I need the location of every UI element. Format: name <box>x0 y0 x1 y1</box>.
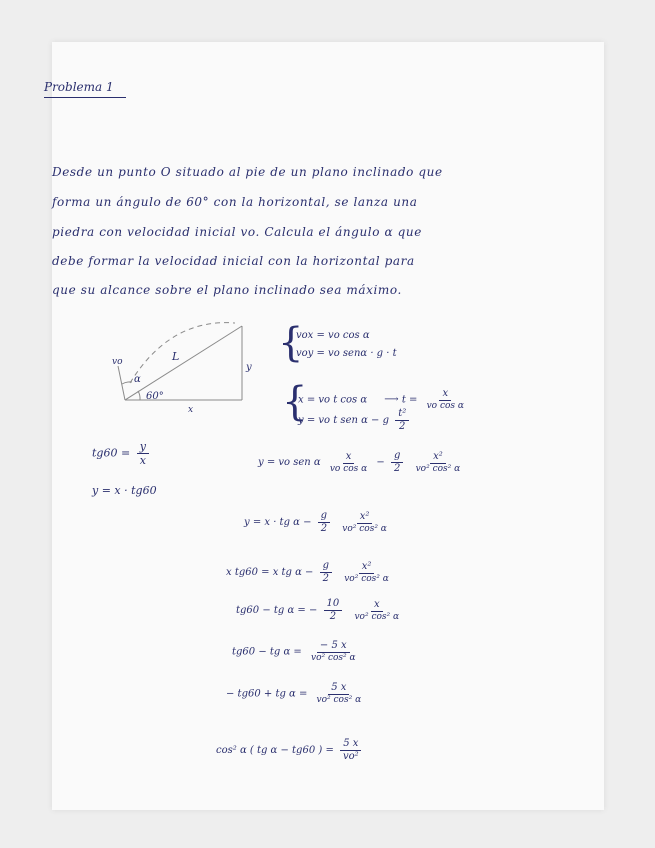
alpha-label: α <box>134 374 141 385</box>
difference-equation-2: tg60 − tg α = $\frac{- 5 x}{\text{vo² cos² α}}$ <box>232 640 356 663</box>
velocity-brace: { <box>278 320 304 366</box>
statement-line-5: que su alcance sobre el plano inclinado sea máximo. <box>52 283 402 297</box>
difference-equation-3: − tg60 + tg α = $\frac{5 x}{\text{vo² cos² α}}$ <box>226 682 362 705</box>
final-equation: cos² α ( tg α − tg60 ) = $\frac{5 x}{\text{vo²}}$ <box>216 738 365 763</box>
x-equation: x = vo t cos α ⟶ t = $\frac{x}{\text{vo cos α}}$ <box>298 388 464 411</box>
angle-60-label: 60° <box>146 391 164 402</box>
simplified-equation: y = x · tg α − $\frac{g}{2}$ $\frac{\text{x²}}{\text{vo² cos² α}}$ <box>244 510 387 534</box>
vox-equation: vox = vo cos α <box>296 330 370 341</box>
statement-line-1: Desde un punto O situado al pie de un plano inclinado que <box>52 165 443 179</box>
x-side-label: x <box>188 405 194 415</box>
title-underline <box>44 97 126 98</box>
position-brace: { <box>282 379 308 425</box>
y-tg60-equation: y = x · tg60 <box>92 484 157 497</box>
L-label: L <box>172 350 180 363</box>
y-equation: y = vo t sen α − g $\frac{\text{t²}}{2}$ <box>298 408 412 433</box>
vo-label: vo <box>112 357 123 367</box>
incline-line <box>125 326 242 400</box>
voy-equation: voy = vo senα · g · t <box>296 348 397 359</box>
tg60-equation: tg60 = $\frac{y}{x}$ <box>92 440 152 467</box>
inclined-plane-diagram <box>60 278 260 418</box>
problem-title: Problema 1 <box>44 80 114 94</box>
equate-equation: x tg60 = x tg α − $\frac{g}{2}$ $\frac{\text{x²}}{\text{vo² cos² α}}$ <box>226 560 389 584</box>
statement-line-2: forma un ángulo de 60° con la horizontal, se lanza una <box>52 195 418 209</box>
statement-line-3: piedra con velocidad inicial vo. Calcula el ángulo α que <box>52 225 422 239</box>
trajectory-curve <box>130 323 235 383</box>
statement-line-4: debe formar la velocidad inicial con la horizontal para <box>52 254 415 268</box>
substitution-equation: y = vo sen α $\frac{x}{\text{vo cos α}}$ − $\frac{g}{2}$ $\frac{\text{x²}}{\text{vo² cos² α}}$ <box>258 450 461 474</box>
difference-equation-1: tg60 − tg α = − $\frac{10}{2}$ $\frac{x}{\text{vo² cos² α}}$ <box>236 598 400 622</box>
y-side-label: y <box>246 362 252 373</box>
angle-arc-60 <box>138 391 140 400</box>
